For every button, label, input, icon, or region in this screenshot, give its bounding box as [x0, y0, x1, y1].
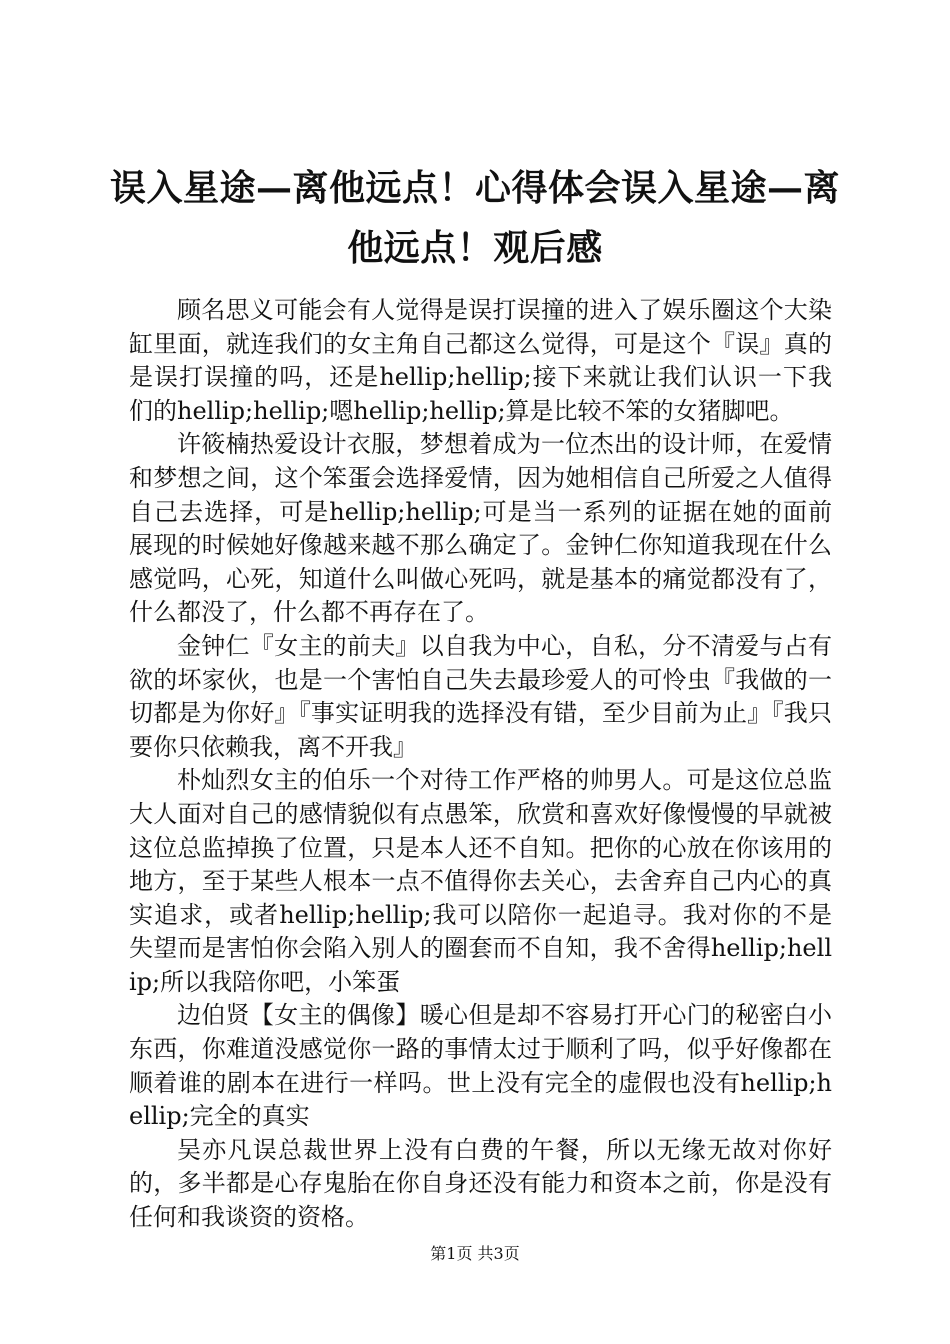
paragraph: 金钟仁『女主的前夫』以自我为中心，自私，分不清爱与占有欲的坏家伙，也是一个害怕自己失去最珍爱人的可怜虫『我做的一切都是为你好』『事实证明我的选择没有错，至少目前为止』『我只要你只依赖我，离不开我』 [129, 631, 832, 761]
paragraph: 许筱楠热爱设计衣服，梦想着成为一位杰出的设计师，在爱情和梦想之间，这个笨蛋会选择爱情，因为她相信自己所爱之人值得自己去选择，可是hellip;hellip;可是当一系列的证据在她的面前展现的时候她好像越来越不那么确定了。金钟仁你知道我现在什么感觉吗，心死，知道什么叫做心死吗，就是基本的痛觉都没有了，什么都没了，什么都不再存在了。 [129, 430, 832, 627]
document-title: 误入星途—离他远点！心得体会误入星途—离他远点！观后感 [110, 167, 841, 269]
paragraph: 朴灿烈女主的伯乐一个对待工作严格的帅男人。可是这位总监大人面对自己的感情貌似有点愚笨，欣赏和喜欢好像慢慢的早就被这位总监掉换了位置，只是本人还不自知。把你的心放在你该用的地方，至于某些人根本一点不值得你去关心，去舍弃自己内心的真实追求，或者hellip;hellip;我可以陪你一起追寻。我对你的不是失望而是害怕你会陷入别人的圈套而不自知，我不舍得hellip;hellip;所以我陪你吧，小笨蛋 [129, 766, 832, 996]
paragraph: 边伯贤【女主的偶像】暖心但是却不容易打开心门的秘密白小东西，你难道没感觉你一路的事情太过于顺利了吗，似乎好像都在顺着谁的剧本在进行一样吗。世上没有完全的虚假也没有hellip;hellip;完全的真实 [129, 1001, 832, 1131]
document-body [129, 294, 832, 1235]
paragraph: 吴亦凡误总裁世界上没有白费的午餐，所以无缘无故对你好的，多半都是心存鬼胎在你自身还没有能力和资本之前，你是没有任何和我谈资的资格。 [129, 1135, 832, 1232]
page-footer: 第1页 共3页 [430, 1244, 520, 1263]
paragraph: 顾名思义可能会有人觉得是误打误撞的进入了娱乐圈这个大染缸里面，就连我们的女主角自己都这么觉得，可是这个『误』真的是误打误撞的吗，还是hellip;hellip;接下来就让我们认识一下我们的hellip;hellip;嗯hellip;hellip;算是比较不笨的女猪脚吧。 [129, 296, 832, 425]
